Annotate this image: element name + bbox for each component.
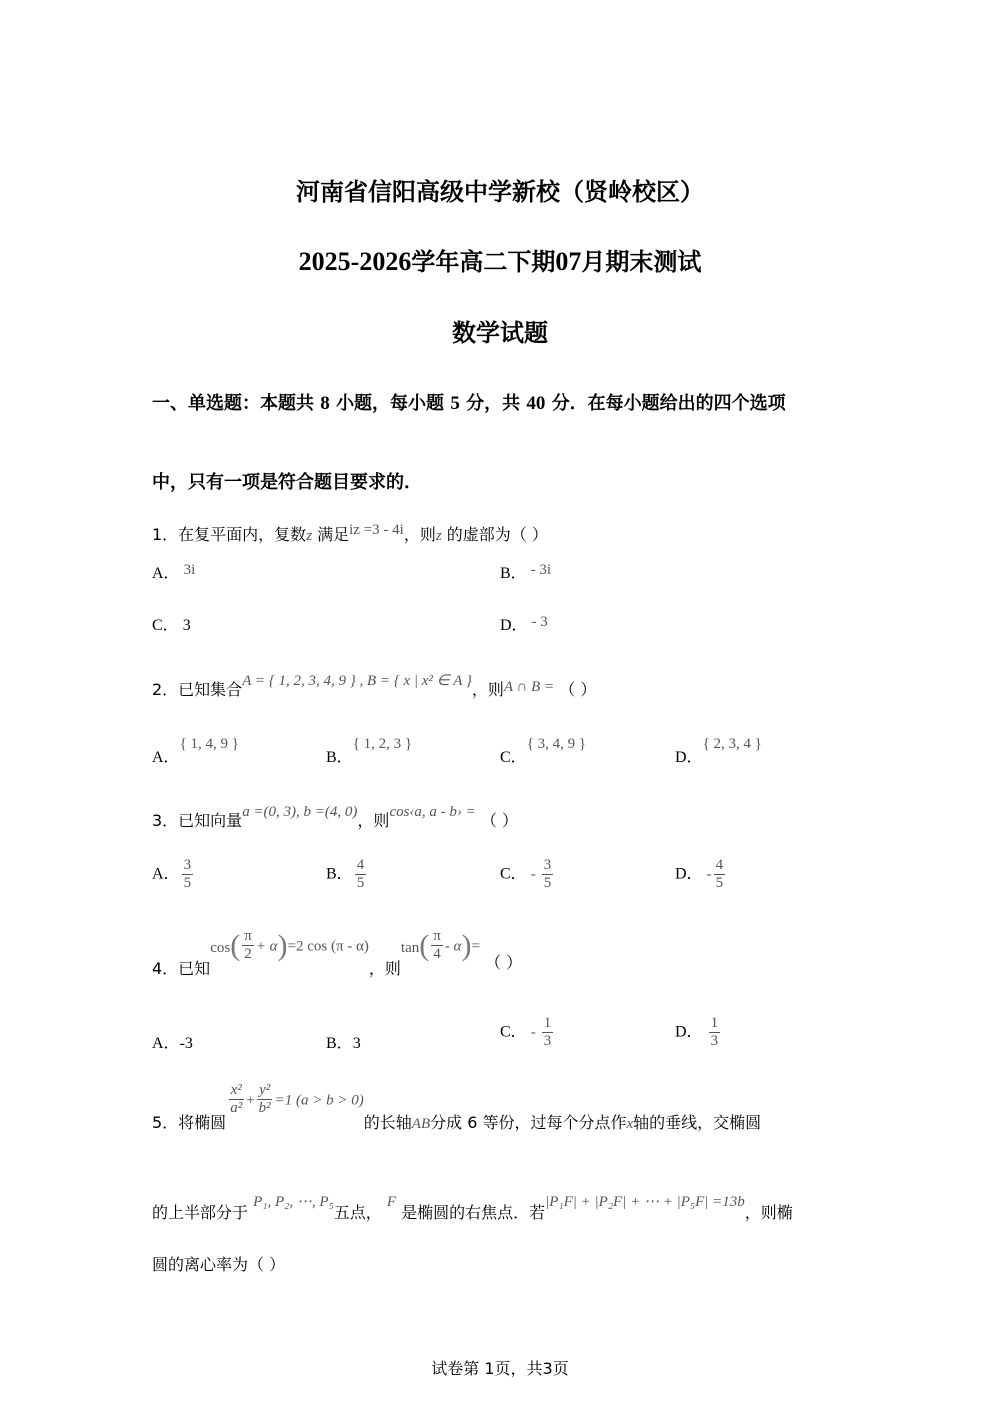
q1-text: 的虚部为（ ） [446, 525, 548, 544]
q1-var: z [435, 528, 442, 544]
q2-text: （ ） [559, 680, 597, 699]
q5-text: 五点， [333, 1203, 382, 1222]
q3-text: 3．已知向量 [152, 811, 243, 830]
q2-option-a[interactable]: A．{ 1, 4, 9 } [152, 736, 239, 766]
school-year: 2025-2026 [298, 247, 412, 276]
section-text: 分，共 [466, 393, 521, 414]
q1-option-d[interactable]: D． - 3 [500, 614, 548, 634]
q2-option-d[interactable]: D．{ 2, 3, 4 } [675, 736, 762, 766]
q5-condition: =1 (a > b > 0) [274, 1092, 364, 1109]
q4-eq: = [471, 938, 480, 955]
q1-option-b[interactable]: B． - 3i [500, 562, 552, 582]
q2-option-b[interactable]: B．{ 1, 2, 3 } [326, 736, 413, 766]
q3-text: （ ） [480, 811, 518, 830]
question-5-line3: 圆的离心率为（ ） [152, 1255, 286, 1274]
q3-option-d[interactable]: D． - $\frac{4}{5}$ [675, 857, 724, 892]
question-2 [152, 673, 597, 700]
points-total: 40 [526, 393, 546, 414]
q5-text: 是椭圆的右焦点．若 [401, 1203, 546, 1222]
q4-option-c[interactable]: C． - $\frac{1}{3}$ [500, 1015, 552, 1050]
exam-title-line1: 河南省信阳高级中学新校（贤岭校区） [296, 178, 704, 206]
q2-set-a: A = { 1, 2, 3, 4, 9 } [242, 673, 356, 689]
q1-text: 满足 [317, 525, 350, 544]
q2-set-b: B = { x | x² ∈ A } [366, 673, 472, 689]
question-1 [152, 522, 548, 545]
q5-focus: F [386, 1194, 397, 1210]
question-5-line1: 5．将椭圆 $\frac{\text{x²}}{\text{a²}}$ + $\frac{\text{y²}}{\text{b²}}$ =1 (a > b > 0)的长轴AB分成 6 等份，过每个分点作x轴的垂线，交椭圆 [152, 1082, 762, 1133]
section-heading-line1 [152, 389, 786, 415]
q1-option-c[interactable]: C． 3 [152, 617, 191, 634]
q5-sum: |P₁F| + |P₂F| + ⋯ + |P₅F| =13b [545, 1194, 745, 1210]
q4-minus-alpha: - α [444, 938, 462, 955]
q4-option-d[interactable]: D． $\frac{1}{3}$ [675, 1015, 719, 1050]
question-5-line2 [152, 1194, 793, 1223]
q5-x: x [626, 1116, 634, 1133]
q2-expression: A ∩ B = [503, 679, 555, 695]
q4-option-a[interactable]: A．-3 [152, 1035, 193, 1052]
q1-var: z [306, 528, 313, 544]
q5-text: 轴的垂线，交椭圆 [633, 1113, 762, 1133]
q3-option-c[interactable]: C． - $\frac{3}{5}$ [500, 857, 552, 892]
section-text: 小题，每小题 [336, 393, 445, 414]
q1-text: 1．在复平面内，复数 [152, 525, 307, 544]
q1-equation: iz =3 - 4i [349, 522, 404, 538]
q4-text: ，则 [368, 959, 401, 979]
q2-sep: , [355, 673, 367, 689]
section-text: 分．在每小题给出的四个选项 [551, 393, 786, 414]
points-each: 5 [450, 393, 460, 414]
q3-option-b[interactable]: B． $\frac{4}{5}$ [326, 857, 365, 892]
q3-option-a[interactable]: A． $\frac{3}{5}$ [152, 857, 192, 892]
title-part-b: 月期末测试 [581, 248, 702, 276]
q2-text: 2．已知集合 [152, 680, 243, 699]
q4-option-b[interactable]: B．3 [326, 1035, 361, 1052]
q3-vectors: a =(0, 3), b =(4, 0) [242, 804, 358, 820]
q5-text: 的长轴 [363, 1113, 412, 1133]
q4-cos: cos [210, 940, 231, 957]
q5-text: 5．将椭圆 [152, 1113, 227, 1133]
month-number: 07 [555, 247, 582, 276]
question-4: 4．已知cos( $\frac{\pi}{2}$ + α)=2 cos (π - α)，则tan( $\frac{\pi}{4}$ - α)= （ ） [152, 928, 523, 979]
q3-expression: cos‹a, a - b› = [389, 804, 476, 820]
q5-text: 分成 6 等份，过每个分点作 [430, 1113, 627, 1133]
q3-text: ，则 [357, 811, 390, 830]
q1-text: ，则 [403, 525, 436, 544]
question-3 [152, 804, 518, 831]
q5-axis: AB [411, 1116, 431, 1133]
title-part-a: 学年高二下期 [411, 248, 556, 276]
section-heading-line2: 中，只有一项是符合题目要求的． [152, 472, 422, 493]
q2-option-c[interactable]: C．{ 3, 4, 9 } [500, 736, 587, 766]
q4-rhs: =2 cos (π - α) [287, 938, 369, 955]
q4-text: 4．已知 [152, 959, 211, 979]
exam-subject: 数学试题 [452, 319, 548, 347]
page-footer: 试卷第 1页，共3页 [431, 1359, 569, 1378]
exam-title-line2 [0, 242, 1000, 277]
q2-text: ，则 [471, 680, 504, 699]
q4-plus-alpha: + α [255, 938, 278, 955]
question-count: 8 [320, 393, 330, 414]
q5-text: ，则椭 [744, 1203, 793, 1222]
q1-option-a[interactable]: A． 3i [152, 562, 196, 582]
q4-tan: tan [400, 940, 420, 957]
q5-text: 的上半部分于 [152, 1203, 249, 1222]
q5-points: P₁, P₂, ⋯, P₅ [253, 1194, 334, 1210]
q4-text: （ ） [485, 953, 523, 973]
section-text: 一、单选题：本题共 [152, 393, 314, 414]
